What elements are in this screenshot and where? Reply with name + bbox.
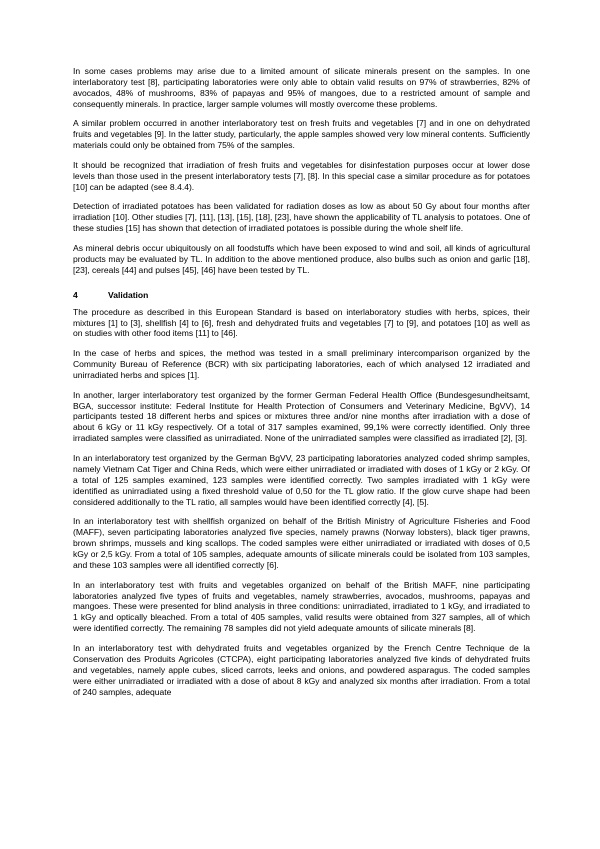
section-title: Validation [108, 289, 149, 300]
paragraph: It should be recognized that irradiation of fresh fruits and vegetables for disinfestation purposes occur at lower dose levels than those used in the present interlaboratory tests [7], [8]. In this special case a similar procedure as for potatoes [10] can be adapted (see 8.4.4). [73, 159, 530, 192]
paragraph: A similar problem occurred in another interlaboratory test on fresh fruits and vegetables [7] and in one on dehydrated fruits and vegetables [9]. In the latter study, particularly, the apple samples showed very low mineral contents. Sufficiently materials could only be obtained from 75% of the samples. [73, 118, 530, 151]
document-page [73, 66, 530, 706]
paragraph: In an interlaboratory test with dehydrated fruits and vegetables organized by the French Centre Technique de la Conservation des Produits Agricoles (CTCPA), eight participating laboratories analyzed five kinds of dehydrated fruits and vegetables, namely apple cubes, sliced carrots, leeks and onions, and powdered asparagus. The coded samples were either unirradiated or irradiated with a dose of about 8 kGy and analyzed six months after irradiation. From a total of 240 samples, adequate [73, 642, 530, 697]
section-number: 4 [73, 289, 78, 300]
paragraph: In some cases problems may arise due to a limited amount of silicate minerals present on the samples. In one interlaboratory test [8], participating laboratories were only able to obtain valid results on 97% of strawberries, 82% of avocados, 48% of mushrooms, 83% of papayas and 95% of mangoes, due to a restricted amount of sample and consequently minerals. In practice, larger sample volumes will mostly overcome these problems. [73, 66, 530, 109]
paragraph: In the case of herbs and spices, the method was tested in a small preliminary intercomparison organized by the Community Bureau of Reference (BCR) with six participating laboratories, each of which analysed 12 irradiated and unirradiated herbs and spices [1]. [73, 348, 530, 380]
paragraph: The procedure as described in this European Standard is based on interlaboratory studies with herbs, spices, their mixtures [1] to [3], shellfish [4] to [6], fresh and dehydrated fruits and vegetables [7] to [9], and potatoes [10] as well as on studies with other food items [11] to [46]. [73, 306, 530, 339]
paragraph: In another, larger interlaboratory test organized by the former German Federal Health Office (Bundesgesundheitsamt, BGA, successor institute: Federal Institute for Health Protection of Consumers and Veterinary Medicine, BgVV), 14 participants tested 18 different herbs and spices or mixtures three and/or nine months after irradiation with a dose of about 6 kGy or 11 kGy respectively. Of a total of 317 samples examined, 99,1% were correctly identified. Only three irradiated samples were classified as unirradiated. None of the unirradiated samples were classified as irradiated [2], [3]. [73, 389, 530, 444]
section-heading [73, 290, 530, 301]
paragraph: In an interlaboratory test with fruits and vegetables organized on behalf of the British MAFF, nine participating laboratories analyzed five types of fruits and vegetables, namely strawberries, avocados, mushrooms, papayas and mangoes. These were presented for blind analysis in three conditions: unirradiated, irradiated to 1 kGy, and irradiated to 1 kGy and optically bleached. From a total of 405 samples, valid results were obtained from 327 samples, all of which were identified correctly. The remaining 78 samples did not yield adequate amounts of silicate minerals [8]. [73, 579, 530, 634]
paragraph: As mineral debris occur ubiquitously on all foodstuffs which have been exposed to wind and soil, all kinds of agricultural products may be evaluated by TL. In addition to the above mentioned produce, also bulbs such as onion and garlic [18], [23], cereals [44] and pulses [45], [46] have been tested by TL. [73, 242, 530, 275]
paragraph: In an interlaboratory test with shellfish organized on behalf of the British Ministry of Agriculture Fisheries and Food (MAFF), seven participating laboratories analyzed five species, namely prawns (Norway lobsters), black tiger prawns, brown shrimps, mussels and king scallops. The coded samples were either unirradiated or irradiated with doses of 0,5 kGy or 2,5 kGy. From a total of 105 samples, adequate amounts of silicate minerals could be isolated from 103 samples, and these 103 samples were all identified correctly [6]. [73, 516, 530, 570]
paragraph: Detection of irradiated potatoes has been validated for radiation doses as low as about 50 Gy about four months after irradiation [10]. Other studies [7], [11], [13], [15], [18], [23], have shown the applicability of TL analysis to potatoes. One of these studies [15] has shown that detection of irradiated potatoes is possible during the whole shelf life. [73, 201, 530, 234]
paragraph: In an interlaboratory test organized by the German BgVV, 23 participating laboratories analyzed coded shrimp samples, namely Vietnam Cat Tiger and China Reds, which were either unirradiated or irradiated with doses of 1 kGy or 2 kGy. Of a total of 125 samples examined, 123 samples were identified correctly. Two samples irradiated with 1 kGy were identified as unirradiated using a fixed threshold value of 0,50 for the TL glow ratio. If the glow curve shape had been considered additionally to the TL ratio, all samples would have been identified correctly [4], [5]. [73, 452, 530, 507]
